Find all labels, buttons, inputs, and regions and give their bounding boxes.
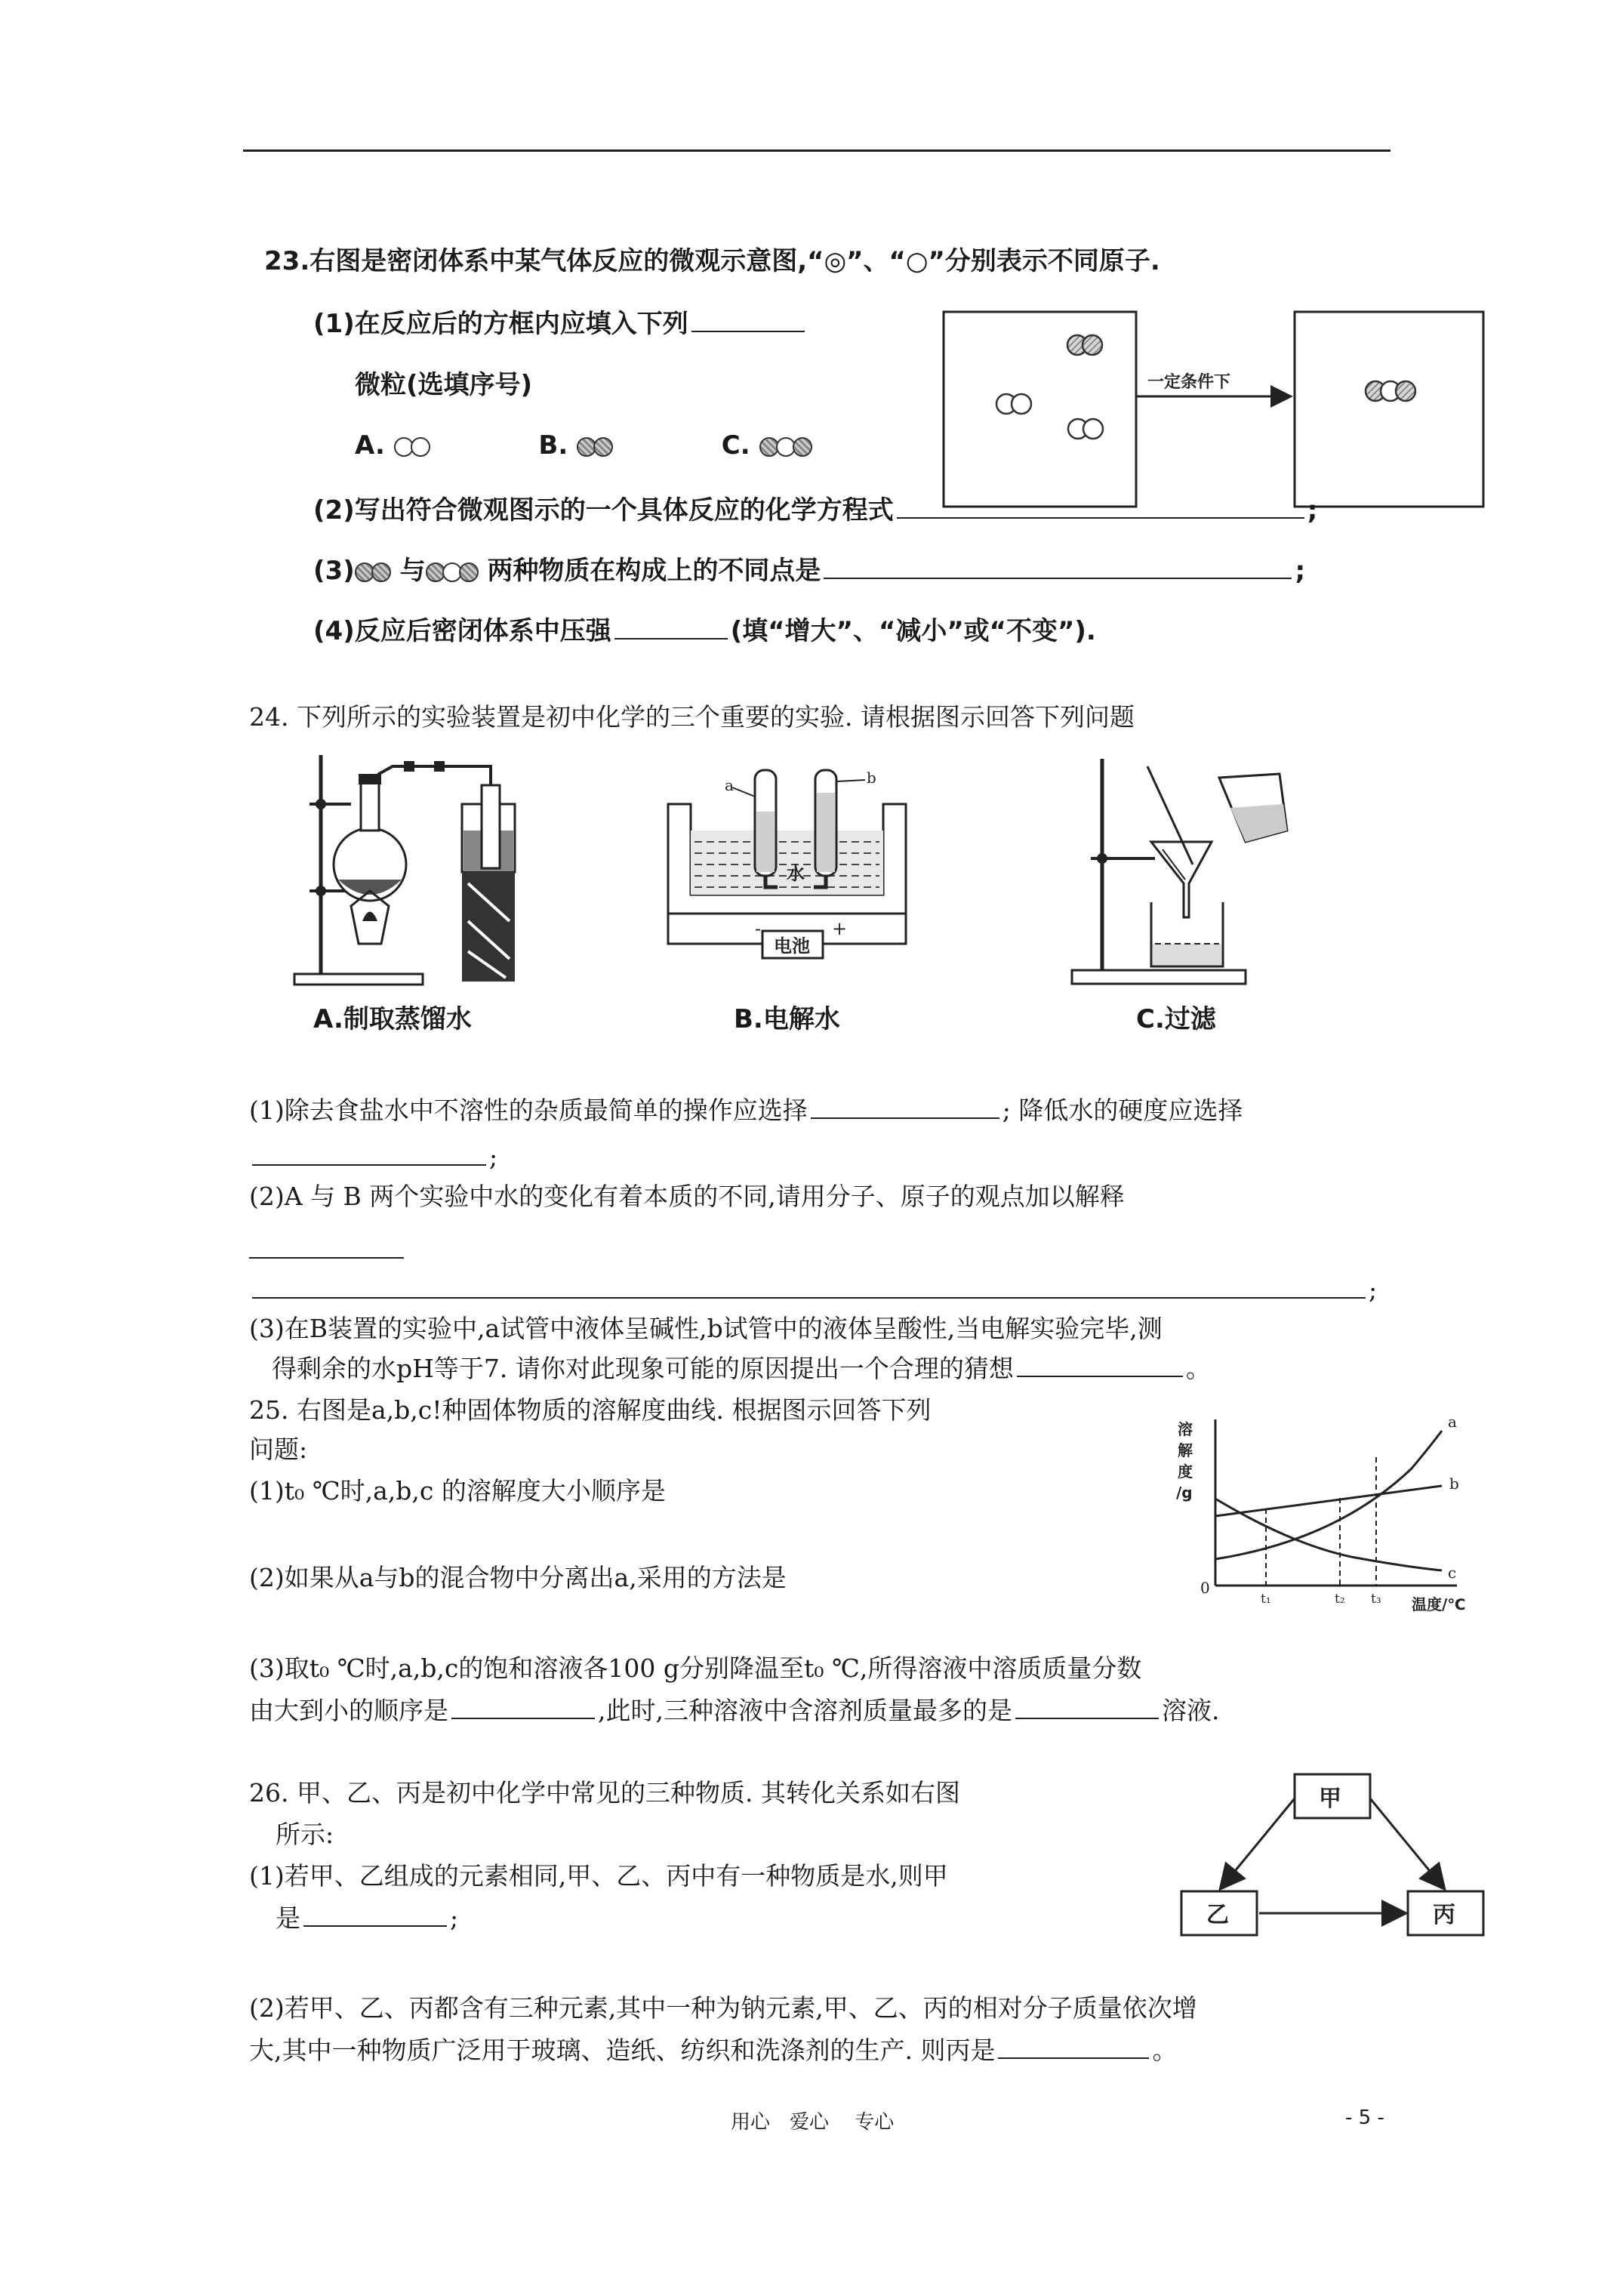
x-ticks — [1261, 1592, 1381, 1607]
x-axis-label: 温度/℃ — [1412, 1595, 1466, 1613]
q23-part4 — [313, 615, 1096, 647]
svg-text:c: c — [1448, 1564, 1457, 1582]
svg-text:t₃: t₃ — [1371, 1592, 1381, 1607]
apparatus-c-filtration — [1072, 751, 1298, 993]
q26-blank-2[interactable] — [998, 2035, 1149, 2059]
q26-title: 26. 甲、乙、丙是初中化学中常见的三种物质. 其转化关系如右图 — [249, 1778, 960, 1808]
semicolon: ; — [1295, 556, 1306, 586]
q24-blank-2[interactable] — [252, 1142, 486, 1166]
minus-label: - — [755, 918, 762, 939]
water-label: 水 — [787, 862, 805, 884]
q24-part1-a: (1)除去食盐水中不溶性的杂质最简单的操作应选择 — [249, 1096, 808, 1125]
q26-blank-1[interactable] — [303, 1903, 447, 1927]
q23-part4-a: (4)反应后密闭体系中压强 — [313, 616, 611, 646]
arrow-label: 一定条件下 — [1147, 373, 1231, 392]
q24-blank-1[interactable] — [811, 1095, 999, 1119]
svg-text:b: b — [1449, 1475, 1459, 1493]
q23-options — [355, 430, 812, 461]
q23-part2 — [313, 495, 1317, 526]
semicolon: ; — [450, 1903, 459, 1933]
white-molecule — [996, 394, 1031, 414]
q23-title: 23.右图是密闭体系中某气体反应的微观示意图,“◎”、“○”分别表示不同原子. — [264, 246, 1160, 276]
q24-part1-line2 — [249, 1142, 497, 1173]
q23-part1-text: (1)在反应后的方框内应填入下列 — [313, 309, 688, 339]
footer-motto: 用心 爱心 专心 — [731, 2111, 895, 2134]
q26-part2-b — [249, 2035, 1177, 2066]
q23-part3-a: (3) — [313, 556, 355, 586]
q26-relation-diagram — [1178, 1767, 1495, 1940]
q24-part3-a: (3)在B装置的实验中,a试管中液体呈碱性,b试管中的液体呈酸性,当电解实验完毕,测 — [249, 1314, 1163, 1343]
q26-title2: 所示: — [276, 1820, 334, 1849]
svg-text:溶: 溶 — [1178, 1420, 1193, 1438]
semicolon: ; — [1307, 495, 1318, 525]
svg-text:a: a — [1448, 1413, 1457, 1431]
curve-c — [1215, 1499, 1442, 1570]
svg-text:t₂: t₂ — [1335, 1592, 1345, 1607]
caption-c: C.过滤 — [1136, 1004, 1216, 1034]
label-yi: 乙 — [1206, 1902, 1229, 1928]
gray-atom-icon — [593, 437, 613, 457]
q23-reaction-diagram — [936, 306, 1487, 510]
apparatus-a-distillation — [287, 747, 536, 997]
q26-part2-a: (2)若甲、乙、丙都含有三种元素,其中一种为钠元素,甲、乙、丙的相对分子质量依次增 — [249, 1993, 1197, 2023]
q26-part2-b-text: 大,其中一种物质广泛用于玻璃、造纸、纺织和洗涤剂的生产. 则丙是 — [249, 2036, 996, 2065]
q25-part3-c: ,此时,三种溶液中含溶剂质量最多的是 — [598, 1696, 1012, 1725]
y-axis-label — [1176, 1420, 1193, 1502]
q26-part1-a: (1)若甲、乙组成的元素相同,甲、乙、丙中有一种物质是水,则甲 — [249, 1861, 948, 1891]
after-box — [1295, 312, 1483, 507]
q23-part2-text: (2)写出符合微观图示的一个具体反应的化学方程式 — [313, 495, 894, 525]
semicolon: ; — [1369, 1275, 1378, 1305]
origin-label: 0 — [1200, 1579, 1210, 1597]
option-c-label: C. — [721, 430, 750, 461]
q26-part1-b — [276, 1903, 458, 1934]
caption-b: B.电解水 — [734, 1004, 840, 1034]
q24-part2: (2)A 与 B 两个实验中水的变化有着本质的不同,请用分子、原子的观点加以解释 — [249, 1182, 1125, 1211]
svg-text:/g: /g — [1176, 1484, 1193, 1502]
q25-part3-b-text: 由大到小的顺序是 — [249, 1696, 448, 1725]
q23-blank-1[interactable] — [691, 308, 805, 332]
svg-text:t₁: t₁ — [1261, 1592, 1271, 1607]
tube-a-label: a — [725, 776, 734, 794]
q24-part3-b-text: 得剩余的水pH等于7. 请你对此现象可能的原因提出一个合理的猜想 — [272, 1354, 1014, 1383]
q24-part1 — [249, 1095, 1243, 1126]
q23-part1-b: 微粒(选填序号) — [355, 370, 533, 400]
q25-title: 25. 右图是a,b,c!种固体物质的溶解度曲线. 根据图示回答下列 — [249, 1395, 932, 1425]
period: 。 — [1185, 1354, 1211, 1383]
curve-b — [1215, 1486, 1442, 1516]
q24-blank-4[interactable] — [252, 1274, 1366, 1299]
q25-part3-a: (3)取t₀ ℃时,a,b,c的饱和溶液各100 g分别降温至t₀ ℃,所得溶液中溶质质量分数 — [249, 1653, 1142, 1683]
q23-part1 — [313, 308, 808, 340]
q25-blank-1[interactable] — [451, 1695, 595, 1719]
option-a-label: A. — [355, 430, 385, 461]
page-number: - 5 - — [1345, 2106, 1384, 2129]
dashed-guides — [1266, 1457, 1376, 1586]
solubility-chart — [1163, 1412, 1487, 1616]
battery-label: 电池 — [774, 935, 810, 957]
q23-part3 — [313, 555, 1305, 587]
caption-a: A.制取蒸馏水 — [313, 1004, 472, 1034]
q25-part3-b — [249, 1695, 1219, 1726]
tube-b-label: b — [867, 769, 876, 787]
product-molecule — [1366, 381, 1415, 401]
q23-blank-4[interactable] — [614, 615, 728, 639]
q25-part1: (1)t₀ ℃时,a,b,c 的溶解度大小顺序是 — [249, 1476, 666, 1505]
label-bing: 丙 — [1433, 1902, 1455, 1928]
q24-blank-3[interactable] — [249, 1257, 404, 1259]
label-jia: 甲 — [1319, 1786, 1341, 1812]
plus-label: + — [832, 918, 848, 939]
before-box — [944, 312, 1136, 507]
gray-atom-icon — [371, 562, 391, 582]
series-labels — [1448, 1413, 1459, 1582]
gray-atom-icon — [793, 437, 812, 457]
q25-title2: 问题: — [249, 1435, 308, 1464]
q23-part4-b: (填“增大”、“减小”或“不变”). — [730, 616, 1096, 646]
gray-molecule — [1067, 335, 1102, 355]
q23-part3-b: 与 — [399, 556, 426, 586]
q25-blank-2[interactable] — [1015, 1695, 1159, 1719]
q23-blank-2[interactable] — [897, 495, 1304, 519]
q24-blank-5[interactable] — [1017, 1353, 1183, 1377]
gray-atom-icon — [459, 562, 479, 582]
curve-a — [1215, 1431, 1442, 1559]
q25-part2: (2)如果从a与b的混合物中分离出a,采用的方法是 — [249, 1563, 787, 1592]
apparatus-b-electrolysis — [657, 759, 921, 985]
svg-text:度: 度 — [1178, 1462, 1193, 1481]
q23-blank-3[interactable] — [824, 555, 1292, 579]
q24-part1-b: ; 降低水的硬度应选择 — [1002, 1096, 1243, 1125]
svg-text:解: 解 — [1178, 1441, 1193, 1459]
q25-part3-d: 溶液. — [1161, 1696, 1220, 1725]
q23-part3-c: 两种物质在构成上的不同点是 — [487, 556, 821, 586]
q24-part2-line — [249, 1274, 1377, 1305]
q24-title: 24. 下列所示的实验装置是初中化学的三个重要的实验. 请根据图示回答下列问题 — [249, 702, 1135, 732]
semicolon: ; — [489, 1142, 498, 1172]
q24-part3-b — [272, 1353, 1211, 1384]
white-atom-icon — [411, 437, 430, 457]
q26-part1-b-text: 是 — [276, 1903, 300, 1933]
white-molecule — [1068, 419, 1103, 439]
header-rule — [243, 149, 1390, 152]
option-b-label: B. — [538, 430, 568, 461]
period: 。 — [1152, 2036, 1178, 2065]
